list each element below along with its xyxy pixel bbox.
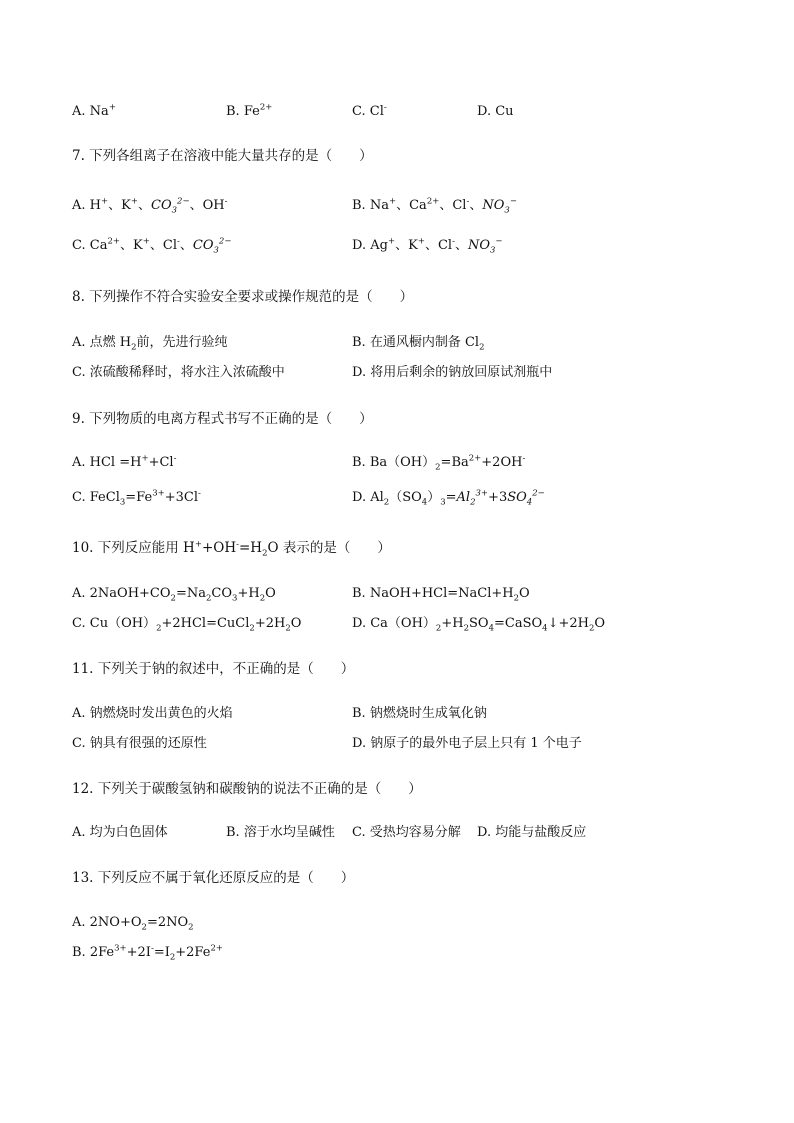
q12-option-d: D. 均能与盐酸反应 (477, 825, 587, 840)
q11-option-a: A. 钠燃烧时发出黄色的火焰 (72, 706, 233, 721)
q13-option-b: B. $2Fe^{3+}+2I^-=I_2+2Fe^{2+}$ (72, 943, 223, 963)
q7-option-c: C. $Ca^{2+}$、K+、Cl-、$CO_3^{2-}$ (72, 236, 232, 256)
q12-option-c: C. 受热均容易分解 (352, 825, 461, 840)
q9-option-a: A. HCl =H++Cl- (72, 453, 177, 470)
q11-option-b: B. 钠燃烧时生成氧化钠 (352, 706, 487, 721)
q11-option-c: C. 钠具有很强的还原性 (72, 736, 207, 751)
q10-option-d: D. $Ca(OH)_2+H_2SO_4=CaSO_4↓+2H_2O$ (352, 616, 606, 634)
q12-option-b: B. 溶于水均呈碱性 (226, 825, 335, 840)
q8-stem: 8. 下列操作不符合实验安全要求或操作规范的是（ ） (72, 289, 414, 305)
q6-option-d: D. Cu (477, 104, 514, 119)
q10-option-c: C. $Cu(OH)_2+2HCl=CuCl_2+2H_2O$ (72, 616, 302, 634)
q8-option-d: D. 将用后剩余的钠放回原试剂瓶中 (352, 365, 553, 380)
q12-stem: 12. 下列关于碳酸氢钠和碳酸钠的说法不正确的是（ ） (72, 781, 422, 797)
q11-option-d: D. 钠原子的最外电子层上只有 1 个电子 (352, 736, 582, 751)
q8-option-b: B. 在通风橱内制备 $Cl_2$ (352, 335, 485, 353)
q7-option-d: D. Ag+、K+、Cl-、$NO_3^-$ (352, 236, 503, 256)
q6-option-b: B. $Fe^{2+}$ (226, 102, 273, 119)
q6-option-a: A. Na+ (72, 102, 116, 119)
q8-option-c: C. 浓硫酸稀释时，将水注入浓硫酸中 (72, 365, 285, 380)
q9-option-d: D. $Al_2(SO_4)_3=Al_2^{3+}+3SO_4^{2-}$ (352, 488, 545, 508)
q13-option-a: A. $2NO+O_2=2NO_2$ (72, 915, 194, 933)
q10-stem: 10. 下列反应能用 $H^++OH^-=H_2O$ 表示的是（ ） (72, 539, 391, 559)
q7-option-b: B. Na+、$Ca^{2+}$、Cl-、$NO_3^-$ (352, 196, 517, 216)
q11-stem: 11. 下列关于钠的叙述中，不正确的是（ ） (72, 661, 355, 677)
q9-option-b: B. $Ba(OH)_2=Ba^{2+}+2OH^-$ (352, 453, 526, 473)
q6-option-c: C. Cl- (352, 102, 387, 119)
q9-option-c: C. $FeCl_3=Fe^{3+}+3Cl^-$ (72, 488, 201, 508)
q7-stem: 7. 下列各组离子在溶液中能大量共存的是（ ） (72, 148, 373, 164)
q10-option-a: A. $2NaOH+CO_2=Na_2CO_3+H_2O$ (72, 586, 276, 604)
q10-option-b: B. $NaOH+HCl=NaCl+H_2O$ (352, 586, 530, 604)
q8-option-a: A. 点燃 $H_2$前，先进行验纯 (72, 335, 228, 353)
q13-stem: 13. 下列反应不属于氧化还原反应的是（ ） (72, 870, 355, 886)
q7-option-a: A. H+、K+、$CO_3^{2-}$、OH- (72, 196, 228, 216)
q12-option-a: A. 均为白色固体 (72, 825, 168, 840)
q9-stem: 9. 下列物质的电离方程式书写不正确的是（ ） (72, 411, 373, 427)
